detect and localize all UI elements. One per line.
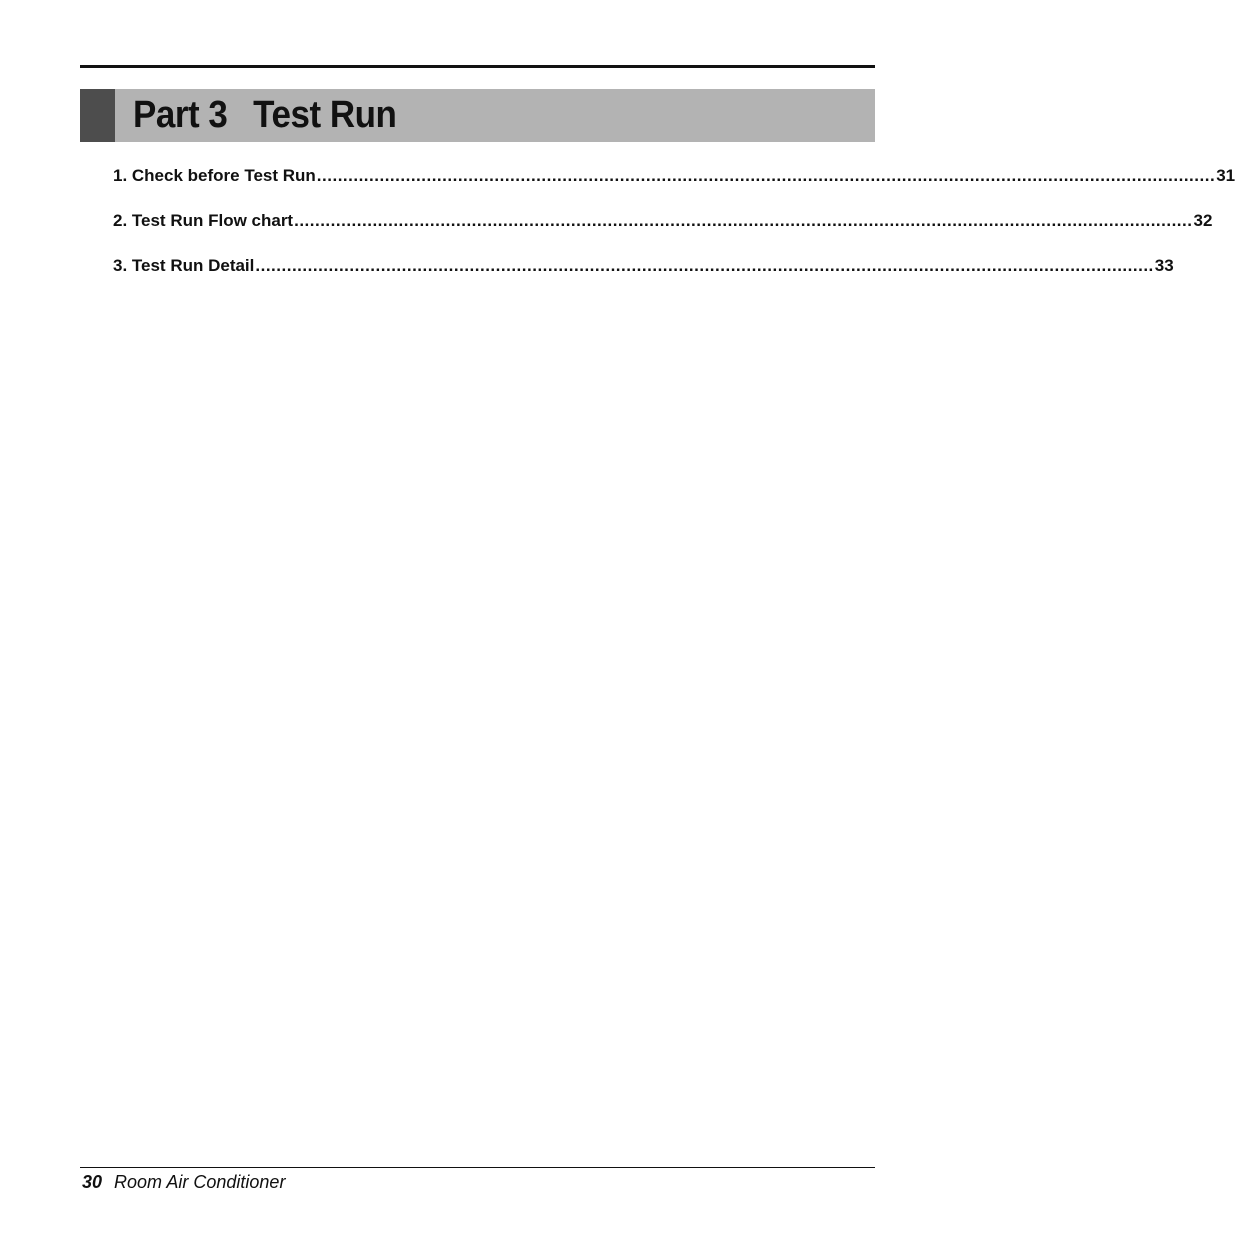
top-rule: [80, 65, 875, 68]
section-title-band: [80, 89, 875, 142]
toc-item-label: 3. Test Run Detail: [113, 256, 255, 275]
toc-item-test-run-flow-chart[interactable]: [113, 210, 1213, 255]
footer-rule: [80, 1167, 875, 1168]
part-label: Part 3: [133, 94, 228, 136]
toc-item-page: 32: [1193, 211, 1213, 230]
footer-page-number: 30: [82, 1172, 103, 1192]
footer-document-title: Room Air Conditioner: [114, 1172, 286, 1192]
table-of-contents: [113, 165, 1235, 300]
toc-item-check-before-test-run[interactable]: [113, 165, 1235, 210]
page-title: [133, 91, 396, 139]
toc-leader-dots: ............................................................................................................................................................................: [316, 166, 1216, 185]
toc-item-page: 33: [1154, 256, 1174, 275]
title-accent-block: [80, 89, 115, 142]
page-footer: [82, 1171, 285, 1193]
toc-item-page: 31: [1216, 166, 1235, 185]
toc-leader-dots: ............................................................................................................................................................................: [255, 256, 1154, 275]
toc-leader-dots: ............................................................................................................................................................................: [294, 211, 1193, 230]
toc-item-label: 2. Test Run Flow chart: [113, 211, 294, 230]
toc-item-label: 1. Check before Test Run: [113, 166, 316, 185]
toc-item-test-run-detail[interactable]: [113, 255, 1174, 300]
section-title: Test Run: [253, 94, 397, 136]
